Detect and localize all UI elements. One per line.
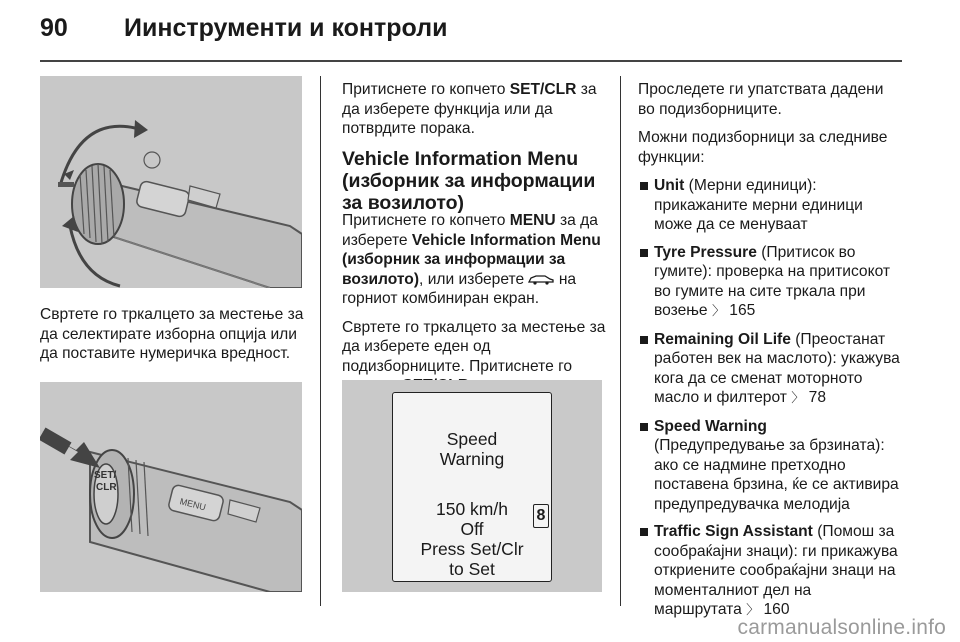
page-number: 90: [40, 14, 68, 42]
setclr-keyword: SET/CLR: [509, 81, 577, 98]
page-header: [40, 14, 447, 54]
menu-button-label: MENU: [178, 496, 207, 513]
display-page-badge: 8: [533, 504, 549, 528]
display-hint-line1: Press Set/Clr: [420, 539, 524, 559]
stalk-wheel-illustration: [40, 76, 302, 288]
section-heading: Vehicle Information Menu (изборник за информации за возилото): [342, 148, 596, 214]
figure1-caption: Свртете го тркалцето за местење за да селектирате изборна опција или да поставите нумеричка вредност.: [40, 306, 304, 362]
display-state: Off: [460, 519, 484, 539]
speed-warning-display: [392, 392, 552, 582]
page-ref[interactable]: 160: [763, 601, 790, 618]
column-divider-2: [620, 76, 621, 606]
col3-intro: Проследете ги упатствата дадени во подизборниците.: [638, 81, 884, 118]
setclr-label-line1: SET/: [94, 470, 117, 481]
watermark: carmanualsonline.info: [737, 616, 946, 639]
figure-stalk-setclr: [40, 382, 302, 592]
display-hint-line2: to Set: [449, 559, 495, 579]
menu-keyword: MENU: [509, 212, 556, 229]
page-ref[interactable]: 165: [729, 302, 756, 319]
display-speed-value: 150 km/h: [436, 499, 508, 519]
list-item: Speed Warning (Предупредување за брзината): ако се надмине претходно поставена брзина, ќе се активира предупредувачка мелодија: [638, 417, 902, 515]
page-ref[interactable]: 78: [808, 389, 826, 406]
submenu-list: [638, 176, 902, 621]
setclr-label-line2: CLR: [96, 482, 117, 493]
list-item: Traffic Sign Assistant (Помош за сообраќајни знаци): ги прикажува откриените сообраќајни знаци на моменталниот дел на маршрутата 〉 160: [638, 522, 902, 621]
header-rule: [40, 60, 902, 62]
page-ref-arrow-icon: 〉: [791, 391, 805, 406]
page-ref-arrow-icon: 〉: [746, 603, 760, 618]
figure-stalk-wheel: [40, 76, 302, 288]
list-item: Tyre Pressure (Притисок во гумите): проверка на притисокот во гумите на сите тркала при возење 〉 165: [638, 243, 902, 322]
col3-submenus-intro: Можни подизборници за следниве функции:: [638, 129, 888, 166]
col3-body: [638, 80, 902, 629]
col2-body: Притиснете го копчето MENU за да изберете Vehicle Information Menu (изборник за информации за возилото), или изберете на горниот комбиниран екран. Свртете го тркалцето за местење за да изберете еден од подизборниците. Притиснете го: [342, 212, 606, 375]
display-title-line2: Warning: [439, 449, 505, 469]
chapter-title: Иинструменти и контроли: [124, 14, 448, 42]
col2-intro: Притиснете го копчето SET/CLR за да изберете функција или да потврдите порака.: [342, 81, 597, 137]
vehicle-info-keyword: Vehicle Information Menu (изборник за информации за возилото): [342, 231, 601, 288]
display-title-line1: Speed: [446, 429, 498, 449]
list-item: Unit (Мерни единици): прикажаните мерни единици може да се менуваат: [638, 176, 902, 235]
car-icon: [528, 274, 554, 285]
stalk-setclr-illustration: [40, 382, 302, 592]
column-divider-1: [320, 76, 321, 606]
figure-display: [342, 380, 602, 592]
page-ref-arrow-icon: 〉: [711, 304, 725, 319]
list-item: Remaining Oil Life (Преостанат работен век на маслото): укажува кога да се сменат моторното масло и филтерот 〉 78: [638, 330, 902, 409]
